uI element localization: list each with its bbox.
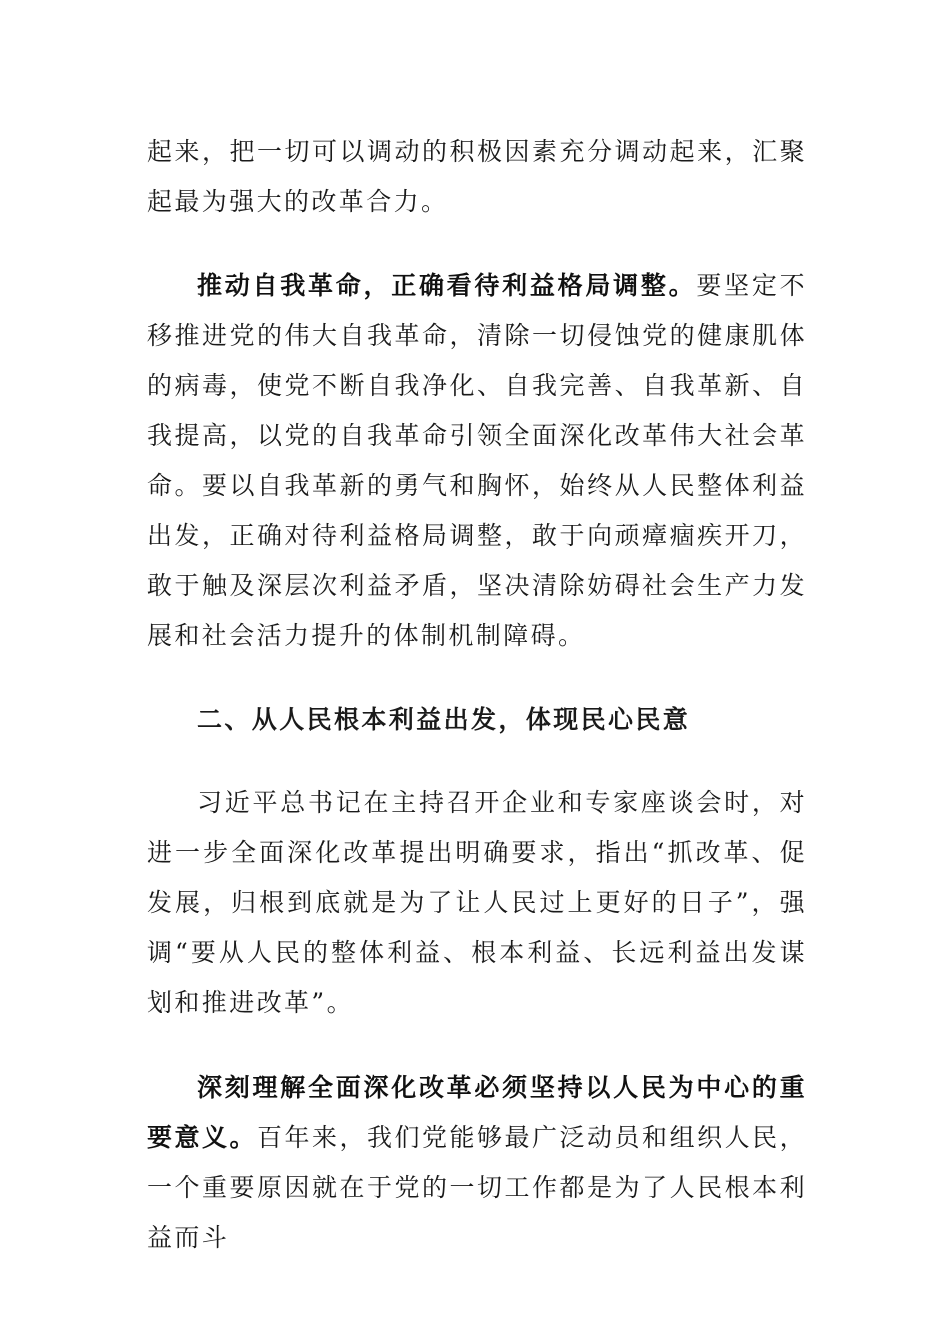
paragraph-people-centered xyxy=(147,1063,807,1263)
section-heading: 二、从人民根本利益出发，体现民心民意 xyxy=(197,705,691,734)
paragraph-body: 要坚定不移推进党的伟大自我革命，清除一切侵蚀党的健康肌体的病毒，使党不断自我净化、自我完善、自我革新、自我提高，以党的自我革命引领全面深化改革伟大社会革命。要以自我革新的勇气和胸怀，始终从人民整体利益出发，正确对待利益格局调整，敢于向顽瘴痼疾开刀，敢于触及深层次利益矛盾，坚决清除妨碍社会生产力发展和社会活力提升的体制机制障碍。 xyxy=(147,271,808,650)
paragraph-self-revolution xyxy=(147,261,807,661)
paragraph-continuation: 起来，把一切可以调动的积极因素充分调动起来，汇聚起最为强大的改革合力。 xyxy=(147,137,807,216)
paragraph-body: 百年来，我们党能够最广泛动员和组织人民，一个重要原因就在于党的一切工作都是为了人民根本利益而斗 xyxy=(147,1123,807,1252)
paragraph-lead-bold: 推动自我革命，正确看待利益格局调整。 xyxy=(197,271,697,300)
paragraph-lead-bold: 深刻理解全面深化改革必须坚持以人民为中心的重要意义。 xyxy=(147,1073,807,1152)
paragraph-symposium: 习近平总书记在主持召开企业和专家座谈会时，对进一步全面深化改革提出明确要求，指出“抓改革、促发展，归根到底就是为了让人民过上更好的日子”，强调“要从人民的整体利益、根本利益、长远利益出发谋划和推进改革”。 xyxy=(147,788,807,1017)
